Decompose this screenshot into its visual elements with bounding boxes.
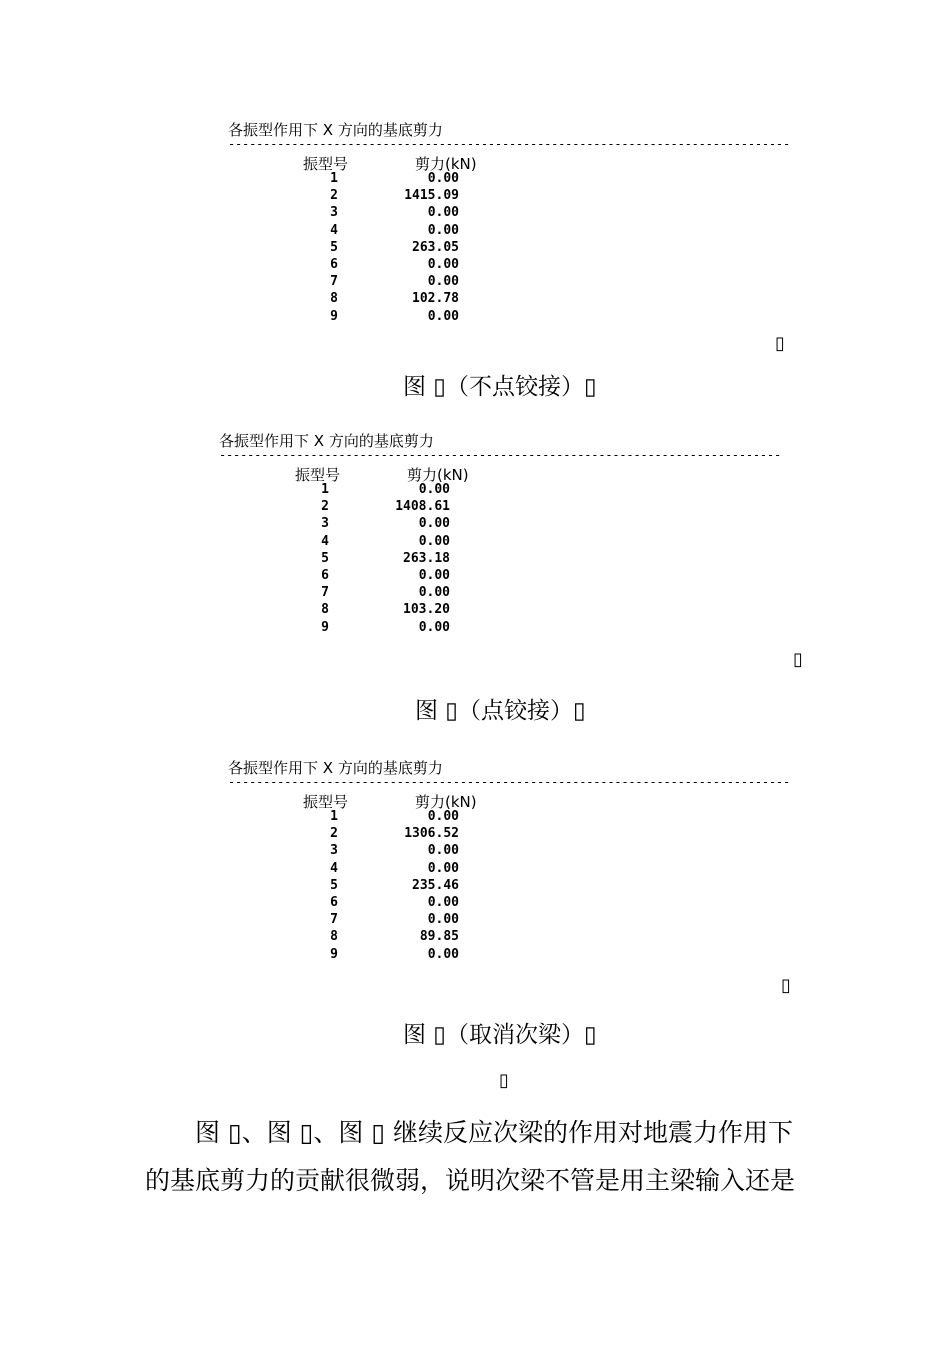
table-row [219,602,699,619]
mode-number: 9 [330,946,338,962]
paragraph-line-2: 的基底剪力的贡献很微弱，说明次梁不管是用主梁输入还是 [145,1166,796,1195]
figure-3-rows [228,809,708,964]
figure-2-column-header [219,464,699,482]
mode-number: 4 [321,533,329,549]
table-row [228,843,708,860]
shear-value: 0.00 [427,894,459,910]
figure-1-title: 各振型作用下 X 方向的基底剪力 [228,121,443,139]
table-row [228,878,708,895]
table-row [228,826,708,843]
mode-number: 6 [330,256,338,272]
figure-2-title: 各振型作用下 X 方向的基底剪力 [219,432,434,450]
table-row [228,895,708,912]
shear-value: 0.00 [418,585,450,601]
figure-3-column-header [228,791,708,809]
mode-number: 2 [330,188,338,204]
shear-value: 0.00 [427,274,459,290]
shear-value: 0.00 [427,809,459,824]
table-row [228,188,708,205]
shear-value: 89.85 [419,929,459,945]
mode-number: 7 [330,274,338,290]
figure-1-column-header [228,153,708,171]
mode-number: 6 [321,567,329,583]
shear-value: 0.00 [427,222,459,238]
shear-value: 235.46 [412,877,459,893]
table-row [219,620,699,637]
table-row [228,205,708,222]
mode-number: 3 [330,205,338,221]
col-shear-label: 剪力(kN) [415,793,477,811]
col-shear-label: 剪力(kN) [407,466,469,484]
figure-1-caption: 图 ▯（不点铰接）▯ [403,374,597,400]
shear-value: 0.00 [418,619,450,635]
mode-number: 5 [321,550,329,566]
figure-3-caption: 图 ▯（取消次梁）▯ [403,1022,597,1048]
table-row [228,309,708,326]
mode-number: 1 [321,482,329,497]
table-row [228,809,708,826]
shear-value: 0.00 [427,171,459,186]
figure-3-rule: -------------------------------------------------------------------------------- [228,775,790,789]
shear-value: 102.78 [412,291,459,307]
table-row [228,171,708,188]
col-mode-label: 振型号 [303,793,349,811]
col-shear-label: 剪力(kN) [415,155,477,173]
mode-number: 2 [330,826,338,842]
mode-number: 4 [330,860,338,876]
table-row [228,223,708,240]
shear-value: 0.00 [427,912,459,928]
shear-value: 263.18 [403,550,450,566]
shear-value: 0.00 [418,533,450,549]
mode-number: 4 [330,222,338,238]
mode-number: 1 [330,171,338,186]
shear-value: 0.00 [418,516,450,532]
table-row [219,585,699,602]
shear-value: 0.00 [427,205,459,221]
mode-number: 3 [330,843,338,859]
mode-number: 8 [330,929,338,945]
shear-value: 0.00 [427,308,459,324]
table-row [228,274,708,291]
mode-number: 8 [321,602,329,618]
table-row [219,482,699,499]
table-row [219,534,699,551]
table-row [228,947,708,964]
col-mode-label: 振型号 [295,466,341,484]
shear-value: 0.00 [418,567,450,583]
mode-number: 2 [321,499,329,515]
table-row [228,861,708,878]
figure-2-rule: -------------------------------------------------------------------------------- [219,448,781,462]
mode-number: 7 [321,585,329,601]
table-row [219,499,699,516]
mode-number: 3 [321,516,329,532]
shear-value: 0.00 [427,843,459,859]
mode-number: 9 [330,308,338,324]
table-row [228,291,708,308]
col-mode-label: 振型号 [303,155,349,173]
mode-number: 7 [330,912,338,928]
mode-number: 6 [330,894,338,910]
mode-number: 5 [330,239,338,255]
shear-value: 0.00 [427,256,459,272]
figure-1-rule: -------------------------------------------------------------------------------- [228,137,790,151]
shear-value: 0.00 [427,860,459,876]
table-row [228,257,708,274]
mode-number: 9 [321,619,329,635]
shear-value: 263.05 [412,239,459,255]
mode-number: 8 [330,291,338,307]
paragraph-line-1: 图 ▯、图 ▯、图 ▯ 继续反应次梁的作用对地震力作用下 [195,1118,794,1147]
figure-3-anchor-mark: ▯ [781,975,791,996]
shear-value: 1408.61 [395,499,450,515]
figure-3-title: 各振型作用下 X 方向的基底剪力 [228,759,443,777]
figure-2-caption: 图 ▯（点铰接）▯ [415,698,586,724]
table-row [219,568,699,585]
mode-number: 5 [330,877,338,893]
shear-value: 0.00 [418,482,450,497]
shear-value: 0.00 [427,946,459,962]
figure-3-screenshot [228,759,790,964]
table-row [219,551,699,568]
table-row [228,929,708,946]
figure-2-anchor-mark: ▯ [793,649,803,670]
table-row [228,240,708,257]
table-row [228,912,708,929]
shear-value: 1306.52 [404,826,459,842]
shear-value: 103.20 [403,602,450,618]
figure-2-screenshot [219,432,781,637]
shear-value: 1415.09 [404,188,459,204]
blank-line-mark: ▯ [499,1070,509,1091]
mode-number: 1 [330,809,338,824]
figure-2-rows [219,482,699,637]
figure-1-rows [228,171,708,326]
table-row [219,516,699,533]
figure-1-anchor-mark: ▯ [775,333,785,354]
figure-1-screenshot [228,121,790,326]
